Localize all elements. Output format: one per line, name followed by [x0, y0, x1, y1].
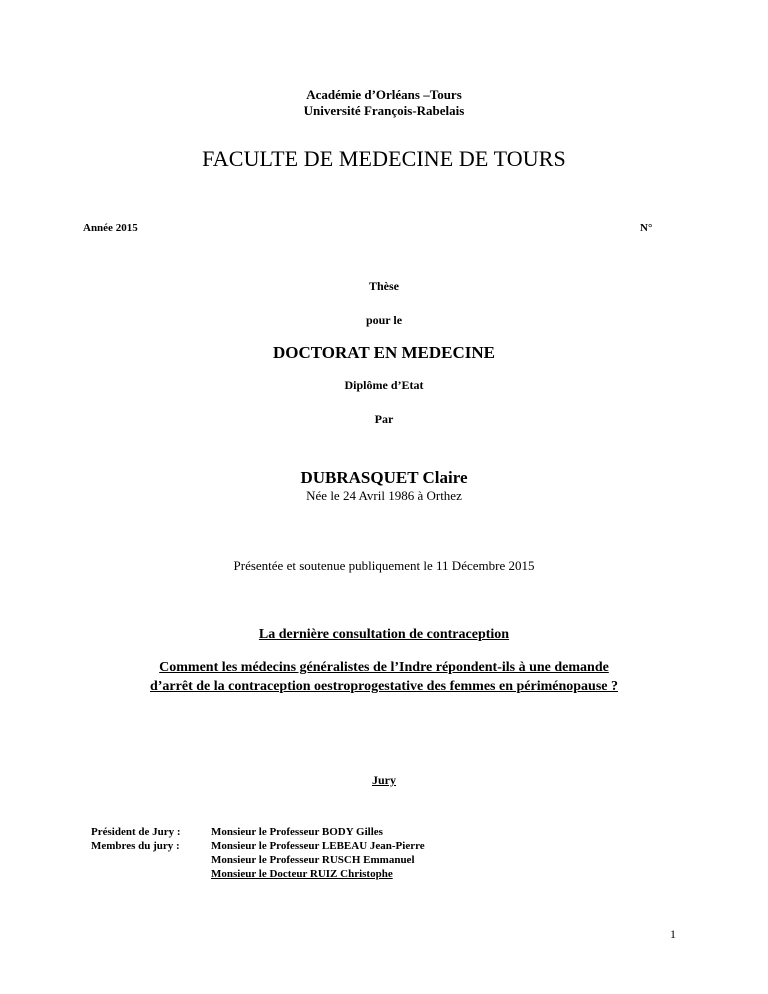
academie-line: Académie d’Orléans –Tours: [306, 87, 462, 102]
jury-heading: Jury: [372, 773, 396, 787]
universite-line: Université François-Rabelais: [303, 103, 465, 118]
pour-le-label: pour le: [365, 313, 403, 327]
par-label: Par: [374, 412, 394, 426]
thesis-main-title: La dernière consultation de contraception: [258, 627, 510, 642]
page-number: 1: [670, 927, 676, 941]
president-label: Président de Jury :: [91, 826, 181, 838]
jury-member: Monsieur le Professeur BODY Gilles: [211, 826, 383, 838]
author-name: DUBRASQUET Claire: [300, 468, 468, 487]
jury-member: Monsieur le Docteur RUIZ Christophe: [211, 868, 393, 880]
author-birth: Née le 24 Avril 1986 à Orthez: [306, 488, 462, 503]
doctorat-title: DOCTORAT EN MEDECINE: [273, 343, 495, 362]
soutenance-line: Présentée et soutenue publiquement le 11 Décembre 2015: [233, 558, 535, 573]
jury-member: Monsieur le Professeur LEBEAU Jean-Pierre: [211, 840, 425, 852]
annee-label: Année 2015: [83, 222, 138, 234]
these-label: Thèse: [369, 279, 399, 293]
numero-label: N°: [640, 222, 653, 234]
diplome-label: Diplôme d’Etat: [344, 378, 424, 392]
faculte-title: FACULTE DE MEDECINE DE TOURS: [202, 146, 566, 171]
thesis-subtitle-line2: d’arrêt de la contraception oestroprogestative des femmes en périménopause ?: [149, 679, 618, 694]
membres-label: Membres du jury :: [91, 840, 180, 852]
jury-member: Monsieur le Professeur RUSCH Emmanuel: [211, 854, 415, 866]
thesis-subtitle-line1: Comment les médecins généralistes de l’Indre répondent-ils à une demande: [159, 660, 609, 675]
